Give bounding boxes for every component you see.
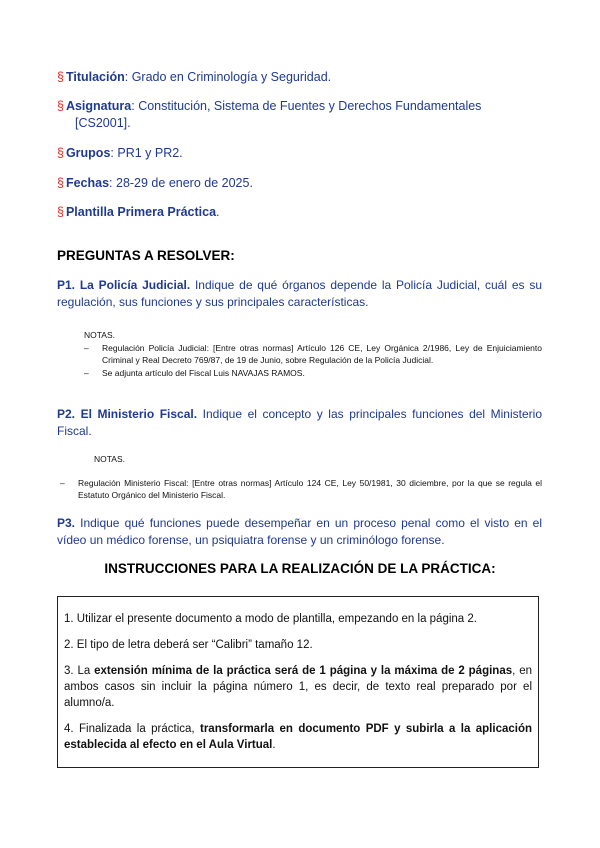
instructions-heading: INSTRUCCIONES PARA LA REALIZACIÓN DE LA PRÁCTICA: — [104, 561, 496, 576]
instruction-4 — [64, 721, 532, 753]
instruction-4-post: . — [272, 739, 276, 751]
titulacion-label: Titulación — [65, 70, 125, 84]
section-mark: § — [57, 205, 64, 219]
asignatura-label: Asignatura — [65, 99, 132, 113]
asignatura-value: : Constitución, Sistema de Fuentes y Derechos Fundamentales — [131, 99, 482, 113]
p2-label: P2. El Ministerio Fiscal. — [57, 407, 198, 421]
plantilla-line — [57, 204, 220, 221]
titulacion-line — [57, 69, 331, 86]
section-mark: § — [57, 176, 64, 190]
grupos-value: : PR1 y PR2. — [110, 146, 183, 160]
p1-note-item: – Se adjunta artículo del Fiscal Luis NAVAJAS RAMOS. — [84, 367, 542, 380]
instructions-box — [57, 596, 539, 768]
p3-text: Indique qué funciones puede desempeñar en un proceso penal como el visto en el vídeo un médico forense, un psiquiatra forense y un criminólogo forense. — [57, 516, 542, 547]
section-mark: § — [57, 99, 64, 113]
titulacion-value: : Grado en Criminología y Seguridad. — [124, 70, 332, 84]
p3-label: P3. — [57, 516, 76, 530]
instruction-3-pre: 3. La — [64, 665, 95, 677]
p2-notes — [60, 453, 542, 502]
section-mark: § — [57, 146, 64, 160]
p1-text: Indique de qué órganos depende la Policía Judicial, cuál es su regulación, sus funciones y sus principales características. — [57, 278, 542, 309]
fechas-line — [57, 175, 253, 192]
questions-heading: PREGUNTAS A RESOLVER: — [57, 248, 235, 263]
asignatura-code: [CS2001]. — [75, 116, 131, 130]
asignatura-line — [57, 98, 481, 132]
p2-text: Indique el concepto y las principales funciones del Ministerio Fiscal. — [57, 407, 542, 438]
question-p3 — [57, 515, 542, 549]
p1-notes — [84, 329, 542, 379]
fechas-value: : 28-29 de enero de 2025. — [109, 176, 253, 190]
instruction-4-bold: transformarla en documento PDF y subirla a la aplicación establecida al efecto en el Aula Virtual — [64, 723, 533, 751]
p2-note-item: – Regulación Ministerio Fiscal: [Entre otras normas] Artículo 124 CE, Ley 50/1981, 30 diciembre, por la que se regula el Estatuto Orgánico del Ministerio Fiscal. — [60, 477, 542, 502]
instruction-4-pre: 4. Finalizada la práctica, — [64, 723, 200, 735]
section-mark: § — [57, 70, 64, 84]
instruction-1: 1. Utilizar el presente documento a modo de plantilla, empezando en la página 2. — [64, 613, 477, 625]
grupos-line — [57, 145, 183, 162]
plantilla-label: Plantilla Primera Práctica — [65, 205, 217, 219]
plantilla-suffix: . — [216, 205, 220, 219]
question-p1 — [57, 277, 542, 311]
instruction-3-bold: extensión mínima de la práctica será de 1 página y la máxima de 2 páginas — [94, 665, 513, 677]
instruction-3-post: , en ambos casos sin incluir la página número 1, es decir, de texto real preparado por el alumno/a. — [64, 665, 532, 709]
p2-notes-title: NOTAS. — [94, 454, 126, 464]
question-p2 — [57, 406, 542, 440]
p1-notes-title: NOTAS. — [84, 330, 116, 340]
grupos-label: Grupos — [65, 146, 111, 160]
fechas-label: Fechas — [65, 176, 110, 190]
instruction-2: 2. El tipo de letra deberá ser “Calibri” tamaño 12. — [64, 639, 313, 651]
p1-label: P1. La Policía Judicial. — [57, 278, 191, 292]
p1-note-item: – Regulación Policía Judicial: [Entre otras normas] Artículo 126 CE, Ley Orgánica 2/1986, Ley de Enjuiciamiento Criminal y Real Decreto 769/87, de 19 de Junio, sobre Regulación de la Policía Judicial. — [84, 342, 542, 367]
instruction-3 — [64, 663, 532, 711]
